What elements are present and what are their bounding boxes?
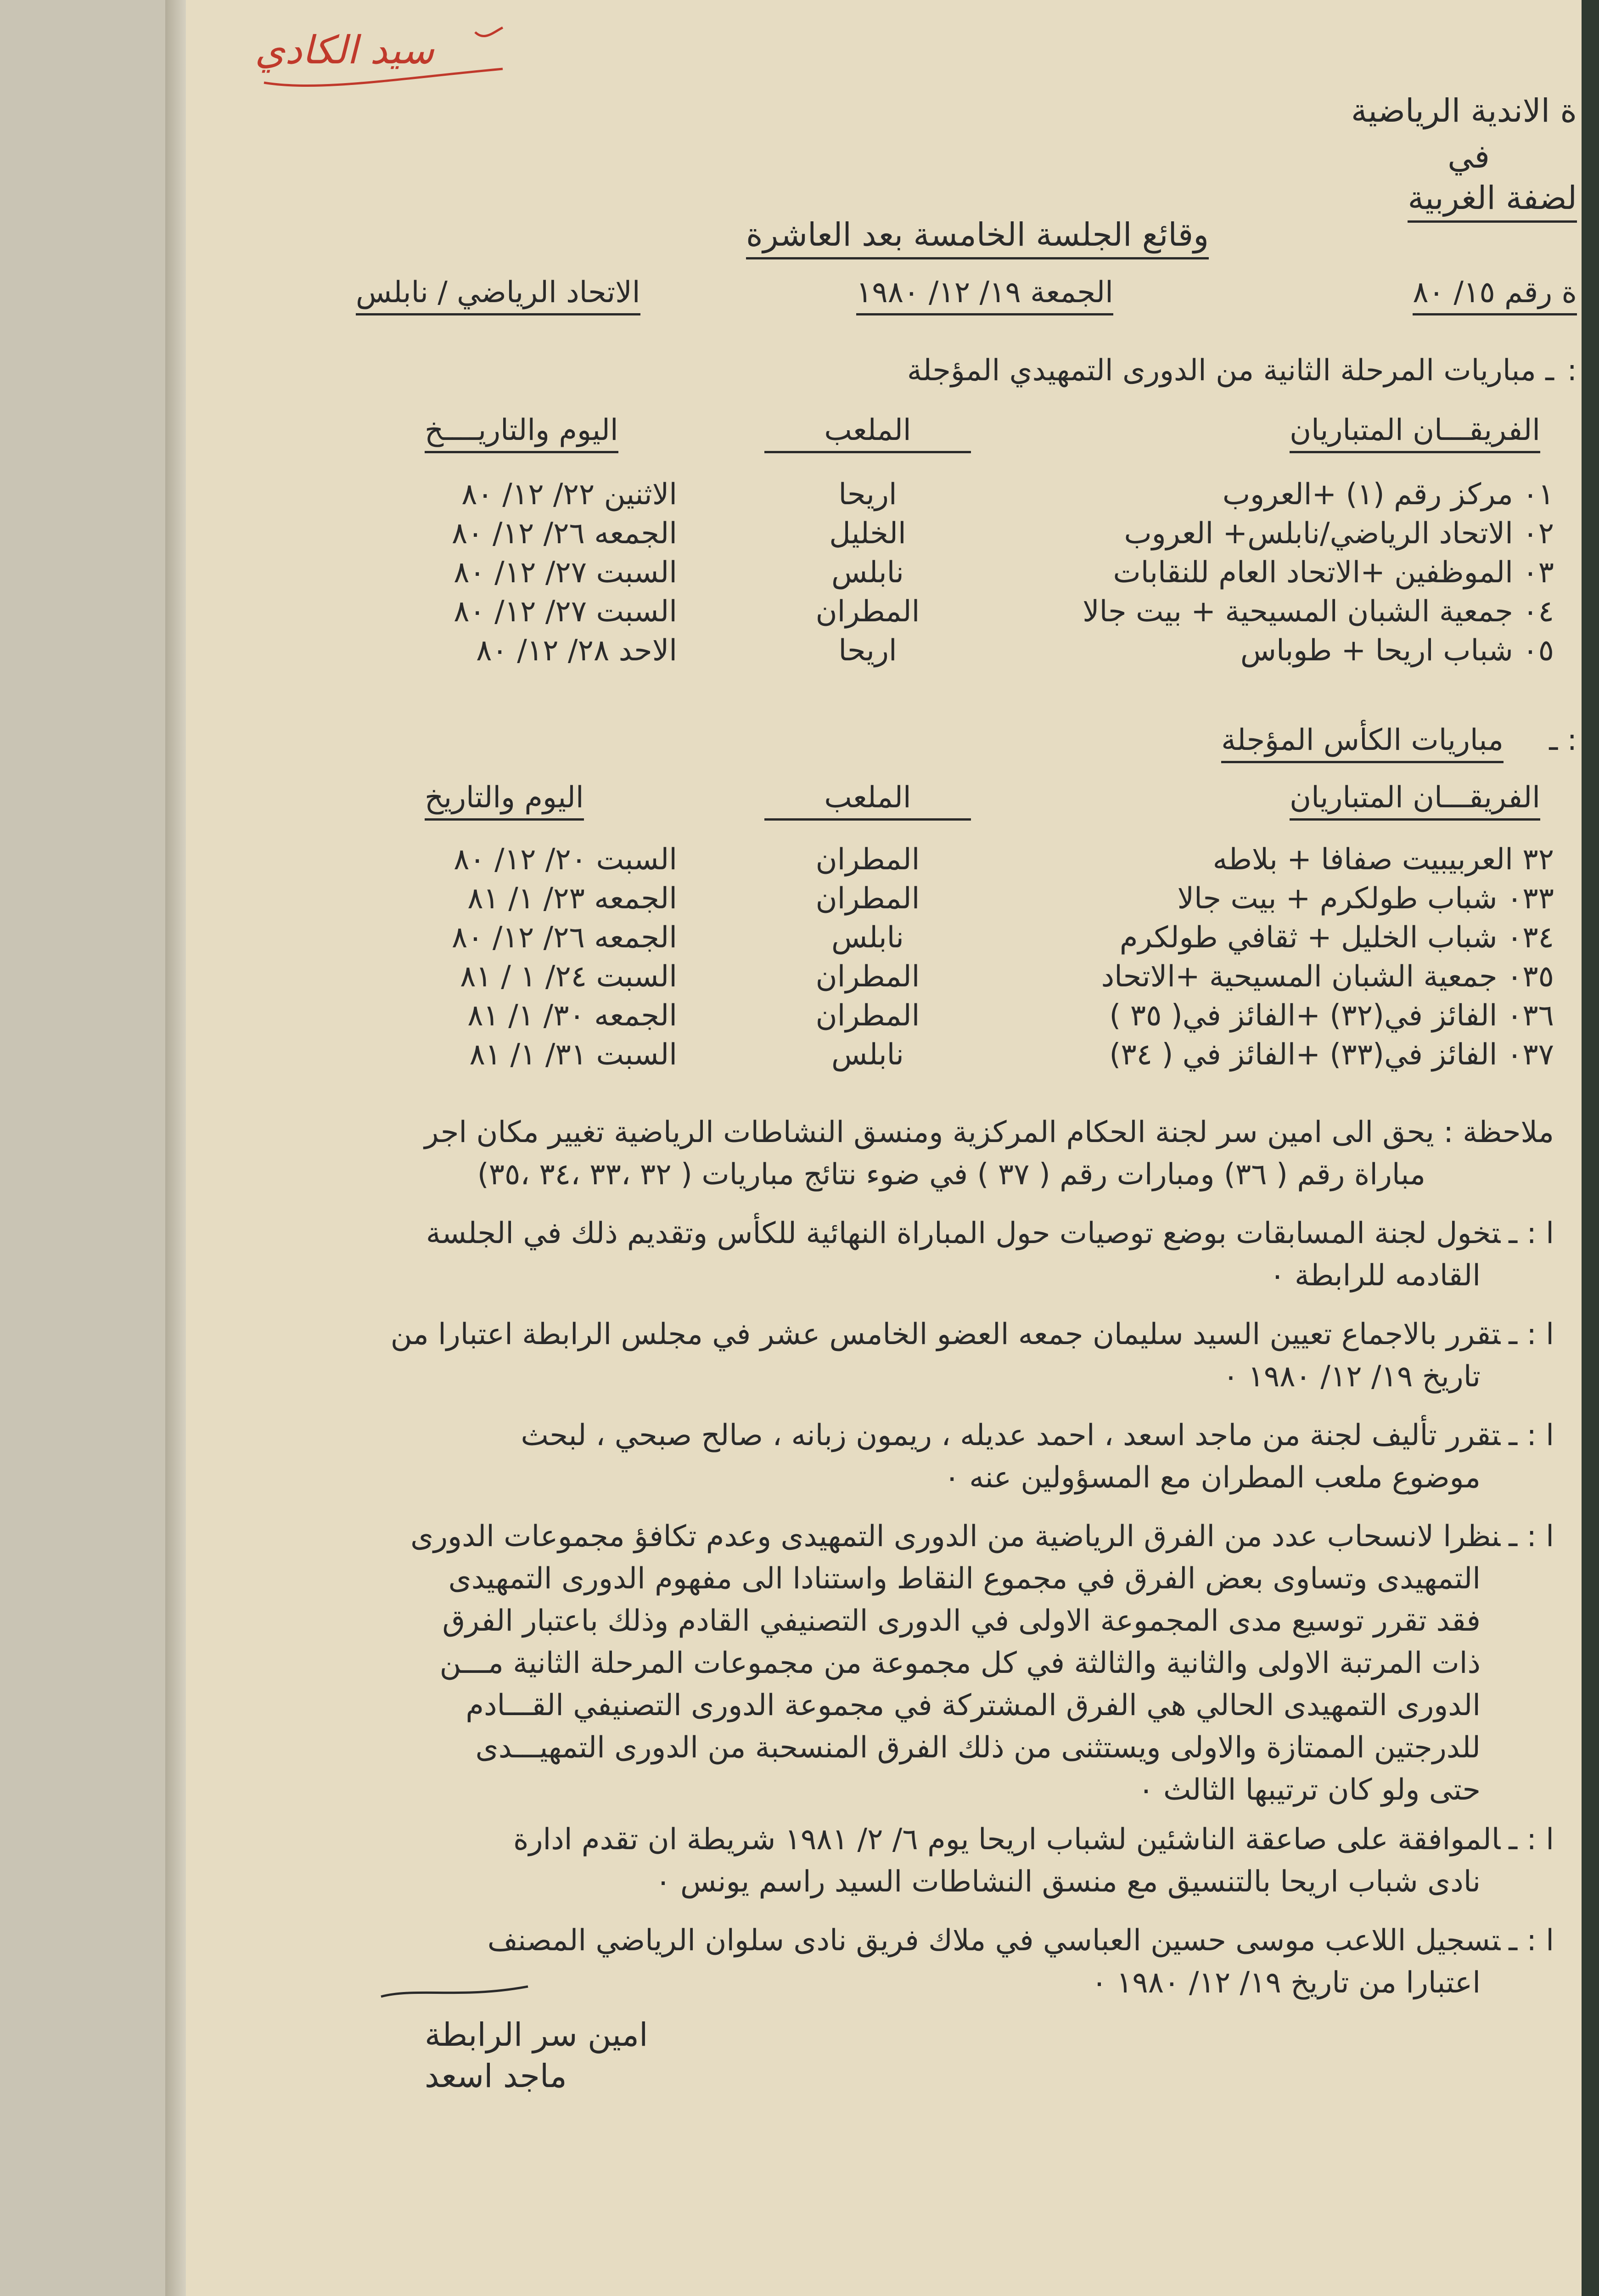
venue-cell: المطران [815,595,920,629]
note-line-2: مباراة رقم ( ٣٦) ومبارات رقم ( ٣٧ ) في ضوء نتائج مباريات ( ٣٢ ،٣٣ ،٣٤ ،٣٥) [477,1158,1425,1192]
table-row [186,921,1582,962]
table-row [186,517,1582,558]
decision-item [241,1414,1554,1499]
note-line-1: يحق الى امين سر لجنة الحكام المركزية ومنسق النشاطات الرياضية تغيير مكان اجر [424,1115,1434,1149]
section2-title: مباريات الكأس المؤجلة [1221,723,1504,763]
decision-line: الموافقة على صاعقة الناشئين لشباب اريحا يوم ٦/ ٢/ ١٩٨١ شريطة ان تقدم ادارة [513,1823,1501,1857]
decision-line: تاريخ ١٩/ ١٢/ ١٩٨٠ ٠ [1223,1360,1481,1394]
decision-marker: ا : ـ [1509,1216,1554,1250]
teams-header: الفريقـــان المتباريان [1290,413,1540,453]
decision-marker: ا : ـ [1509,1317,1554,1351]
decision-item [241,1212,1554,1297]
session-title: وقائع الجلسة الخامسة بعد العاشرة [746,216,1209,259]
decision-line: فقد تقرر توسيع مدى المجموعة الاولى في الدورى التصنيفي القادم وذلك باعتبار الفرق [442,1604,1481,1638]
date-cell: الجمعه ٢٣/ ١/ ٨١ [467,882,677,916]
signature-name: ماجد اسعد [425,2057,567,2095]
teams-cell: ٠٣٧ الفائز في(٣٣) +الفائز في ( ٣٤) [1109,1038,1554,1072]
decision-item [241,1313,1554,1398]
teams-cell: ٠٤ جمعية الشبان المسيحية + بيت جالا [1083,595,1554,629]
venue-cell: المطران [815,843,920,877]
venue-cell: اريحا [838,634,897,668]
teams-header: الفريقـــان المتباريان [1290,781,1540,821]
decision-line: تخول لجنة المسابقات بوضع توصيات حول المباراة النهائية للكأس وتقديم ذلك في الجلسة [426,1216,1501,1250]
venue-cell: نابلس [831,921,904,955]
decision-line: التمهيدى وتساوى بعض الفرق في مجموع النقاط واستنادا الى مفهوم الدورى التمهيدى [448,1562,1481,1596]
date-cell: السبت ٢٧/ ١٢/ ٨٠ [454,556,677,590]
binder-cover [0,0,186,2296]
table-row [186,1038,1582,1079]
decision-line: تقرر تأليف لجنة من ماجد اسعد ، احمد عديله ، ريمون زبانه ، صالح صبحي ، لبحث [521,1418,1501,1452]
date-cell: السبت ٢٤/ ١ / ٨١ [460,960,677,994]
note-block [241,1111,1554,1196]
session-ref-number: ة رقم ١٥/ ٨٠ [1413,276,1577,315]
date-cell: الجمعه ٢٦/ ١٢/ ٨٠ [451,921,677,955]
session-date: الجمعة ١٩/ ١٢/ ١٩٨٠ [856,276,1113,315]
venue-cell: نابلس [831,556,904,590]
header-line-1: ة الاندية الرياضية [1351,92,1577,129]
section2-marker: : ـ [1549,723,1577,757]
venue-cell: المطران [815,960,920,994]
table-row [186,999,1582,1040]
table-row [186,960,1582,1001]
teams-cell: ٠٣٤ شباب الخليل + ثقافي طولكرم [1119,921,1554,955]
session-place: الاتحاد الرياضي / نابلس [356,276,640,315]
decision-line: موضوع ملعب المطران مع المسؤولين عنه ٠ [944,1461,1481,1495]
decision-line: للدرجتين الممتازة والاولى ويستثنى من ذلك الفرق المنسحبة من الدورى التمهيـــدى [475,1731,1481,1765]
handwritten-note-text: سيد الكادي [255,28,434,73]
binder-edge [165,0,186,2296]
venue-header: الملعب [764,413,971,453]
table-row [186,595,1582,636]
teams-cell: ٠٣ الموظفين +الاتحاد العام للنقابات [1113,556,1554,590]
decision-item [241,1515,1554,1811]
table-row [186,843,1582,884]
date-header: اليوم والتاريــــخ [425,413,618,453]
section1-title: ـ مباريات المرحلة الثانية من الدورى التمهيدي المؤجلة [907,354,1554,388]
date-cell: الجمعه ٢٦/ ١٢/ ٨٠ [451,517,677,551]
teams-cell: ٠٣٦ الفائز في(٣٢) +الفائز في( ٣٥ ) [1109,999,1554,1033]
table-row [186,556,1582,597]
date-header: اليوم والتاريخ [425,781,584,821]
decision-line: نظرا لانسحاب عدد من الفرق الرياضية من الدورى التمهيدى وعدم تكافؤ مجموعات الدورى [410,1519,1501,1553]
table-row [186,882,1582,923]
teams-cell: ٠٥ شباب اريحا + طوباس [1240,634,1554,668]
signature-title: امين سر الرابطة [425,2016,648,2054]
decision-line: ذات المرتبة الاولى والثانية والثالثة في كل مجموعة من مجموعات المرحلة الثانية مـــن [439,1646,1481,1680]
teams-cell: ٠١ مركز رقم (١) +العروب [1222,478,1554,512]
venue-cell: الخليل [829,517,906,551]
header-line-2: في [1448,138,1490,175]
binder-back-edge [1582,0,1599,2296]
decision-marker: ا : ـ [1509,1823,1554,1857]
note-label: ملاحظة : [1443,1115,1554,1149]
document-page [186,0,1582,2296]
date-cell: الجمعه ٣٠/ ١/ ٨١ [467,999,677,1033]
decision-line: تقرر بالاجماع تعيين السيد سليمان جمعه العضو الخامس عشر في مجلس الرابطة اعتبارا من [390,1317,1501,1351]
decision-marker: ا : ـ [1509,1924,1554,1958]
handwritten-note [255,14,512,101]
decision-line: اعتبارا من تاريخ ١٩/ ١٢/ ١٩٨٠ ٠ [1091,1966,1481,2000]
teams-cell: ٠٣٣ شباب طولكرم + بيت جالا [1177,882,1554,916]
teams-cell: ٠٢ الاتحاد الرياضي/نابلس+ العروب [1124,517,1554,551]
teams-cell: ٠٣٥ جمعية الشبان المسيحية +الاتحاد [1101,960,1554,994]
decision-line: تسجيل اللاعب موسى حسين العباسي في ملاك فريق نادى سلوان الرياضي المصنف [487,1924,1501,1958]
section1-header-row [186,413,1582,455]
venue-cell: نابلس [831,1038,904,1072]
decision-marker: ا : ـ [1509,1519,1554,1553]
date-cell: الاثنين ٢٢/ ١٢/ ٨٠ [461,478,677,512]
decision-marker: ا : ـ [1509,1418,1554,1452]
venue-cell: المطران [815,999,920,1033]
table-row [186,478,1582,519]
teams-cell: ٣٢ العربيبيت صفافا + بلاطه [1212,843,1554,877]
date-cell: السبت ٣١/ ١/ ٨١ [469,1038,677,1072]
signature-scribble-icon [379,1983,530,2001]
decision-line: القادمه للرابطة ٠ [1269,1259,1481,1293]
header-line-3: لضفة الغربية [1408,179,1577,223]
venue-cell: اريحا [838,478,897,512]
date-cell: الاحد ٢٨/ ١٢/ ٨٠ [476,634,677,668]
decision-line: نادى شباب اريحا بالتنسيق مع منسق النشاطات السيد راسم يونس ٠ [655,1865,1481,1899]
date-cell: السبت ٢٧/ ١٢/ ٨٠ [454,595,677,629]
date-cell: السبت ٢٠/ ١٢/ ٨٠ [454,843,677,877]
decision-line: الدورى التمهيدى الحالي هي الفرق المشتركة في مجموعة الدورى التصنيفي القـــادم [466,1688,1481,1722]
venue-cell: المطران [815,882,920,916]
venue-header: الملعب [764,781,971,821]
decision-item [241,1818,1554,1903]
table-row [186,634,1582,675]
section1-marker: : [1567,354,1577,388]
decision-line: حتى ولو كان ترتيبها الثالث ٠ [1138,1773,1481,1807]
section2-header-row [186,781,1582,822]
